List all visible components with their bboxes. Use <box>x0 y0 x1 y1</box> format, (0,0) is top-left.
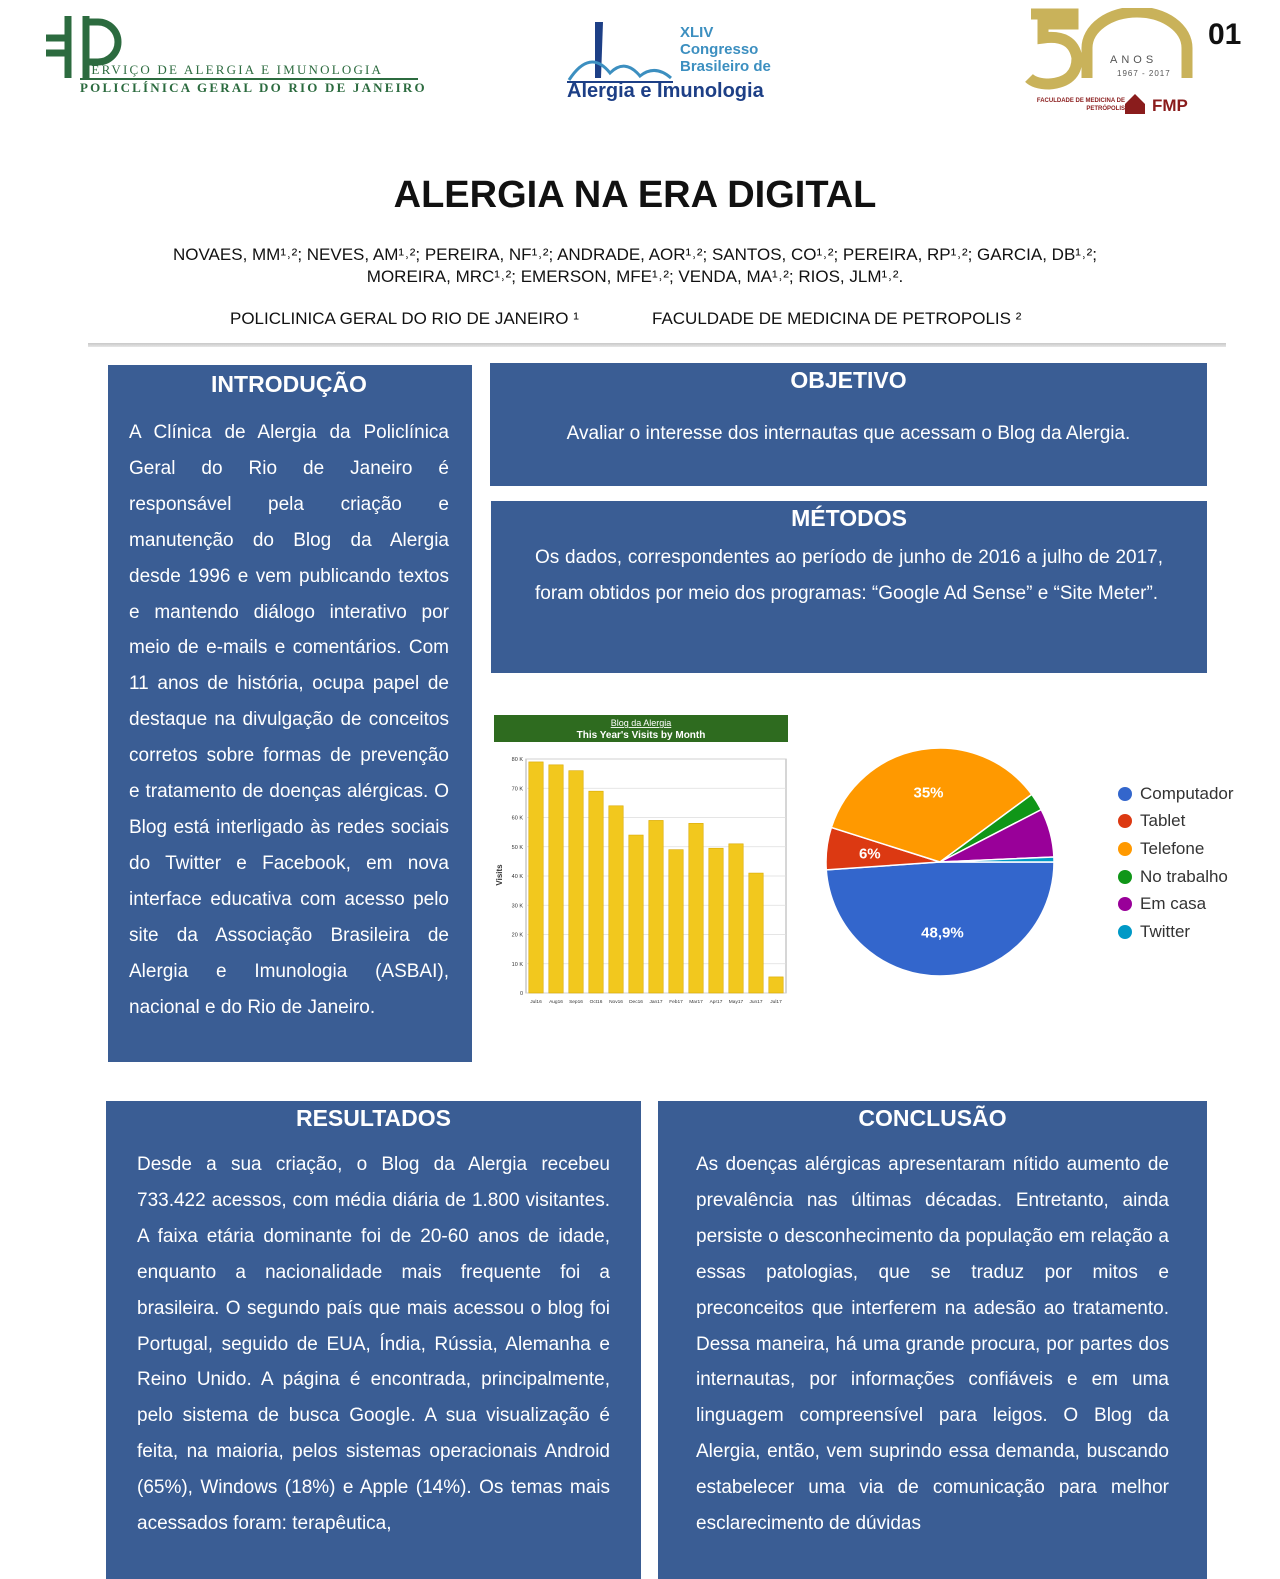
bar-Jul16 <box>529 762 543 993</box>
bar-Feb17 <box>669 850 683 993</box>
visits-bar-chart <box>494 715 790 1013</box>
anos-years: 1967 - 2017 <box>1117 69 1171 78</box>
bar-Aug16 <box>549 765 563 993</box>
legend-item <box>1118 808 1234 836</box>
bar-chart-title: Blog da Alergia <box>610 718 672 728</box>
bar-Jan17 <box>649 820 663 993</box>
anos-label: ANOS <box>1110 54 1158 66</box>
bar-chart-x-tick: May17 <box>728 1000 744 1005</box>
introducao-heading: INTRODUÇÃO <box>211 371 367 397</box>
bar-Oct16 <box>589 791 603 993</box>
bar-chart-x-tick: Feb17 <box>669 1000 683 1005</box>
bar-Jun17 <box>749 873 763 993</box>
section-introducao <box>108 365 472 1062</box>
bar-chart-x-tick: Dec16 <box>629 1000 643 1005</box>
bar-chart-x-tick: Oct16 <box>589 1000 603 1005</box>
metodos-heading: MÉTODOS <box>791 505 907 531</box>
legend-swatch <box>1118 870 1132 884</box>
resultados-text: Desde a sua criação, o Blog da Alergia recebeu 733.422 acessos, com média diária de 1.800 visitantes. A faixa etária dominante foi de 20-60 anos de idade, enquanto a nacionalidade mais frequente foi a brasileira. O segundo país que mais acessou o blog foi Portugal, seguido de EUA, Índia, Rússia, Alemanha e Reino Unido. A página é encontrada, principalmente, pelo sistema de busca Google. A sua visualização é feita, na maioria, pelos sistemas operacionais Android (65%), Windows (18%) e Apple (14%). Os temas mais acessados foram: terapêutica, <box>137 1154 610 1535</box>
bar-chart-y-tick: 50 K <box>511 844 523 851</box>
conclusao-heading: CONCLUSÃO <box>858 1105 1007 1131</box>
legend-swatch <box>1118 842 1132 856</box>
bar-chart-x-tick: Mar17 <box>689 1000 703 1005</box>
bar-chart-x-tick: Jul17 <box>770 1000 782 1005</box>
page-number: 01 <box>1208 18 1242 51</box>
bar-Sep16 <box>569 771 583 993</box>
bar-Mar17 <box>689 823 703 993</box>
legend-label: Twitter <box>1140 921 1191 941</box>
legend-label: Telefone <box>1140 838 1205 858</box>
authors-line-2: MOREIRA, MRC¹˒²; EMERSON, MFE¹˒²; VENDA, MA¹˒²; RIOS, JLM¹˒². <box>366 267 904 286</box>
bar-chart-y-tick: 80 K <box>511 757 523 763</box>
legend-swatch <box>1118 897 1132 911</box>
legend-item <box>1118 780 1234 808</box>
affiliation-policlinica: POLICLINICA GERAL DO RIO DE JANEIRO ¹ <box>230 309 579 328</box>
pie-slice-label: 6% <box>858 845 881 863</box>
service-name: SERVIÇO DE ALERGIA E IMUNOLOGIA <box>82 62 384 77</box>
legend-label: Em casa <box>1140 894 1207 914</box>
bar-chart-x-tick: Nov16 <box>609 1000 623 1005</box>
objetivo-heading: OBJETIVO <box>790 367 907 393</box>
section-conclusao <box>658 1101 1207 1579</box>
bar-Apr17 <box>709 848 723 993</box>
conclusao-text: As doenças alérgicas apresentaram nítido aumento de prevalência nas últimas décadas. Entretanto, ainda persiste o desconhecimento da população em relação a essas patologias, que se traduz por mitos e preconceitos que interferem na adesão ao tratamento. Dessa maneira, há uma grande procura, por partes dos internautas, por informações confiáveis e em uma linguagem compreensível para leigos. O Blog da Alergia, então, vem suprindo essa demanda, buscando estabelecer uma via de comunicação para melhor esclarecimento de dúvidas <box>696 1154 1169 1535</box>
legend-swatch <box>1118 925 1132 939</box>
legend-item <box>1118 835 1234 863</box>
affiliation-fmp: FACULDADE DE MEDICINA DE PETROPOLIS ² <box>652 309 1022 328</box>
introducao-text: A Clínica de Alergia da Policlínica Geral do Rio de Janeiro é responsável pela criação e manutenção do Blog da Alergia desde 1996 e vem publicando textos e mantendo diálogo interativo por meio de e-mails e comentários. Com 11 anos de história, ocupa papel de destaque na divulgação de conceitos corretos sobre formas de prevenção e tratamento de doenças alérgicas. O Blog está interligado às redes sociais do Twitter e Facebook, em nova interface educativa com acesso pelo site da Associação Brasileira de Alergia e Imunologia (ASBAI), nacional e do Rio de Janeiro. <box>129 422 449 1018</box>
fmp-full-name: FACULDADE DE MEDICINA DE PETRÓPOLIS <box>1036 98 1125 112</box>
bar-chart-x-tick: Sep16 <box>569 1000 583 1005</box>
legend-item <box>1118 863 1234 891</box>
bar-chart-y-tick: 20 K <box>511 932 523 939</box>
bar-chart-y-tick: 60 K <box>511 815 523 822</box>
pie-slice-computador <box>826 862 1054 976</box>
bar-May17 <box>729 844 743 993</box>
pie-legend <box>1118 780 1234 946</box>
resultados-heading: RESULTADOS <box>295 1105 452 1131</box>
objetivo-text: Avaliar o interesse dos internautas que acessam o Blog da Alergia. <box>566 423 1131 444</box>
authors <box>120 244 1150 288</box>
bar-Nov16 <box>609 806 623 993</box>
legend-label: No trabalho <box>1140 866 1228 886</box>
congress-edition: XLIV <box>680 24 714 41</box>
legend-label: Tablet <box>1140 811 1186 831</box>
legend-swatch <box>1118 787 1132 801</box>
pie-slice-label: 48,9% <box>921 924 964 942</box>
legend-item <box>1118 918 1234 946</box>
bar-chart-y-tick: 70 K <box>511 786 523 793</box>
bar-chart-x-tick: Apr17 <box>709 1000 723 1005</box>
metodos-text: Os dados, correspondentes ao período de junho de 2016 a julho de 2017, foram obtidos por meio dos programas: “Google Ad Sense” e “Site Meter”. <box>535 547 1163 604</box>
service-institution: POLICLÍNICA GERAL DO RIO DE JANEIRO <box>80 80 427 95</box>
bar-chart-x-tick: Aug16 <box>549 1000 563 1005</box>
pie-slice-label: 35% <box>913 784 944 802</box>
congress-brasileiro: Brasileiro de <box>680 58 771 75</box>
bar-chart-x-tick: Jun17 <box>749 1000 763 1005</box>
access-device-pie-chart <box>820 735 1060 985</box>
bar-chart-y-tick: 0 <box>519 991 523 997</box>
legend-item <box>1118 890 1234 918</box>
congress-name: Alergia e Imunologia <box>567 80 764 102</box>
section-metodos <box>491 501 1207 673</box>
bar-Jul17 <box>769 977 783 993</box>
legend-swatch <box>1118 814 1132 828</box>
section-resultados <box>106 1101 641 1579</box>
congress-word: Congresso <box>680 41 759 58</box>
section-objetivo <box>490 363 1207 486</box>
bar-chart-y-tick: 40 K <box>511 874 523 880</box>
authors-line-1: NOVAES, MM¹˒²; NEVES, AM¹˒²; PEREIRA, NF¹˒²; ANDRADE, AOR¹˒²; SANTOS, CO¹˒²; PEREIRA, RP¹˒²; GARCIA, DB¹˒²; <box>172 245 1098 264</box>
bar-chart-x-tick: Jan17 <box>649 1000 663 1005</box>
bar-chart-x-tick: Jul16 <box>530 1000 542 1005</box>
bar-chart-y-tick: 30 K <box>511 903 523 910</box>
bar-chart-y-tick: 10 K <box>511 961 523 968</box>
fmp-acronym: FMP <box>1152 96 1188 115</box>
legend-label: Computador <box>1140 783 1234 803</box>
bar-chart-ylabel: Visits <box>495 864 504 886</box>
bar-chart-subtitle: This Year's Visits by Month <box>576 730 706 741</box>
header-divider <box>88 343 1226 347</box>
poster-title: ALERGIA NA ERA DIGITAL <box>393 174 877 216</box>
bar-Dec16 <box>629 835 643 993</box>
